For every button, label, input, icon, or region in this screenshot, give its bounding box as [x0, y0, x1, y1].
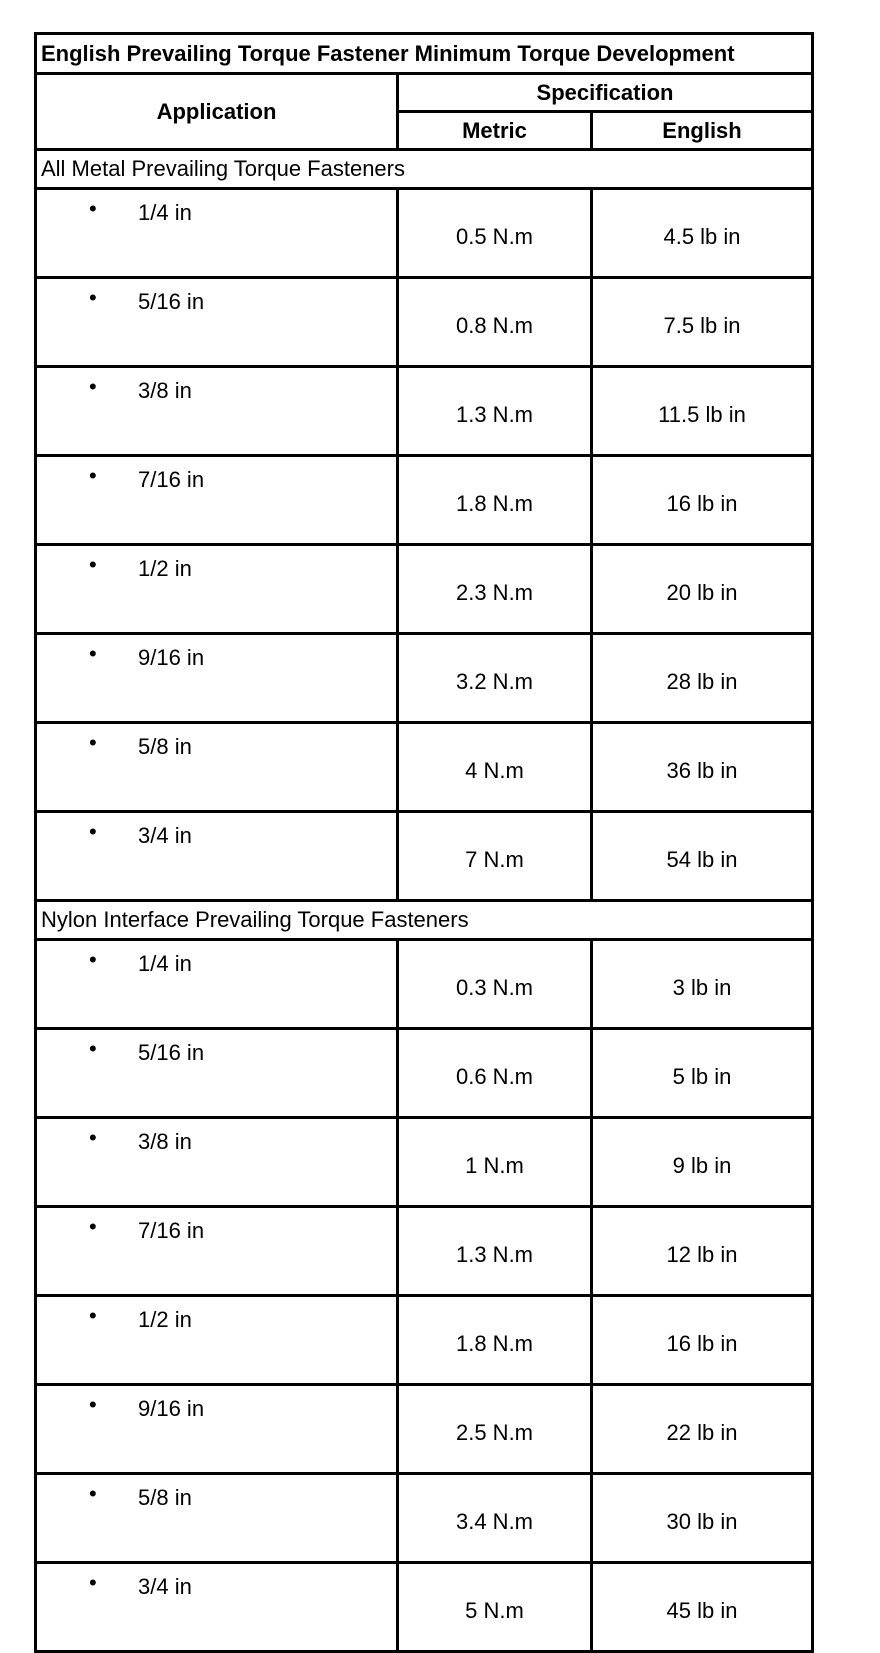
section-row [36, 901, 813, 940]
fastener-size: 5/8 in [138, 734, 192, 759]
english-value: 4.5 lb in [592, 189, 813, 278]
fastener-size-cell [36, 367, 398, 456]
bullet-icon: • [89, 947, 97, 972]
fastener-size-cell [36, 1385, 398, 1474]
fastener-size: 1/4 in [138, 200, 192, 225]
metric-value: 1.3 N.m [398, 367, 592, 456]
fastener-size: 7/16 in [138, 467, 205, 492]
fastener-size: 5/16 in [138, 289, 205, 314]
fastener-size: 5/8 in [138, 1485, 192, 1510]
fastener-size: 5/16 in [138, 1040, 205, 1065]
fastener-size-cell [36, 1029, 398, 1118]
specification-header: Specification [398, 74, 813, 112]
table-row [36, 189, 813, 278]
metric-value: 3.4 N.m [398, 1474, 592, 1563]
fastener-size-cell [36, 1563, 398, 1652]
fastener-size: 3/4 in [138, 823, 192, 848]
english-value: 16 lb in [592, 1296, 813, 1385]
fastener-size: 3/4 in [138, 1574, 192, 1599]
table-row [36, 545, 813, 634]
fastener-size-cell [36, 1207, 398, 1296]
fastener-size: 1/2 in [138, 556, 192, 581]
bullet-icon: • [89, 552, 97, 577]
metric-value: 1.3 N.m [398, 1207, 592, 1296]
english-value: 16 lb in [592, 456, 813, 545]
bullet-icon: • [89, 1570, 97, 1595]
table-row [36, 812, 813, 901]
bullet-icon: • [89, 1481, 97, 1506]
bullet-icon: • [89, 196, 97, 221]
section-heading: All Metal Prevailing Torque Fasteners [36, 150, 813, 189]
fastener-size-cell [36, 278, 398, 367]
bullet-icon: • [89, 819, 97, 844]
bullet-icon: • [89, 1392, 97, 1417]
table-row [36, 1296, 813, 1385]
english-value: 11.5 lb in [592, 367, 813, 456]
english-value: 22 lb in [592, 1385, 813, 1474]
metric-value: 0.3 N.m [398, 940, 592, 1029]
english-value: 54 lb in [592, 812, 813, 901]
english-value: 30 lb in [592, 1474, 813, 1563]
metric-value: 0.8 N.m [398, 278, 592, 367]
fastener-size: 3/8 in [138, 1129, 192, 1154]
fastener-size-cell [36, 940, 398, 1029]
fastener-size-cell [36, 1296, 398, 1385]
fastener-size-cell [36, 634, 398, 723]
section-row [36, 150, 813, 189]
fastener-size-cell [36, 1474, 398, 1563]
fastener-size: 3/8 in [138, 378, 192, 403]
english-value: 9 lb in [592, 1118, 813, 1207]
metric-value: 1.8 N.m [398, 1296, 592, 1385]
bullet-icon: • [89, 1125, 97, 1150]
fastener-size-cell [36, 1118, 398, 1207]
table-row [36, 1385, 813, 1474]
english-value: 28 lb in [592, 634, 813, 723]
english-value: 20 lb in [592, 545, 813, 634]
torque-spec-table [34, 32, 814, 1653]
bullet-icon: • [89, 730, 97, 755]
bullet-icon: • [89, 463, 97, 488]
fastener-size: 9/16 in [138, 1396, 205, 1421]
english-value: 12 lb in [592, 1207, 813, 1296]
table-row [36, 1563, 813, 1652]
fastener-size: 1/4 in [138, 951, 192, 976]
metric-value: 0.6 N.m [398, 1029, 592, 1118]
metric-value: 4 N.m [398, 723, 592, 812]
bullet-icon: • [89, 374, 97, 399]
fastener-size-cell [36, 189, 398, 278]
fastener-size-cell [36, 456, 398, 545]
metric-value: 5 N.m [398, 1563, 592, 1652]
table-row [36, 278, 813, 367]
fastener-size: 9/16 in [138, 645, 205, 670]
table-row [36, 1474, 813, 1563]
english-value: 5 lb in [592, 1029, 813, 1118]
table-row [36, 1029, 813, 1118]
english-value: 36 lb in [592, 723, 813, 812]
table-row [36, 456, 813, 545]
metric-value: 1 N.m [398, 1118, 592, 1207]
fastener-size-cell [36, 545, 398, 634]
fastener-size-cell [36, 723, 398, 812]
metric-value: 1.8 N.m [398, 456, 592, 545]
section-heading: Nylon Interface Prevailing Torque Fasteners [36, 901, 813, 940]
metric-value: 7 N.m [398, 812, 592, 901]
english-value: 3 lb in [592, 940, 813, 1029]
application-header: Application [36, 74, 398, 150]
metric-value: 3.2 N.m [398, 634, 592, 723]
metric-value: 2.3 N.m [398, 545, 592, 634]
fastener-size: 7/16 in [138, 1218, 205, 1243]
table-row [36, 634, 813, 723]
table-row [36, 723, 813, 812]
bullet-icon: • [89, 1036, 97, 1061]
english-value: 7.5 lb in [592, 278, 813, 367]
table-row [36, 940, 813, 1029]
bullet-icon: • [89, 641, 97, 666]
table-row [36, 367, 813, 456]
table-row [36, 1118, 813, 1207]
fastener-size-cell [36, 812, 398, 901]
bullet-icon: • [89, 1214, 97, 1239]
table-title: English Prevailing Torque Fastener Minimum Torque Development [36, 34, 813, 74]
metric-header: Metric [398, 112, 592, 150]
metric-value: 2.5 N.m [398, 1385, 592, 1474]
table-row [36, 1207, 813, 1296]
bullet-icon: • [89, 1303, 97, 1328]
english-header: English [592, 112, 813, 150]
metric-value: 0.5 N.m [398, 189, 592, 278]
english-value: 45 lb in [592, 1563, 813, 1652]
fastener-size: 1/2 in [138, 1307, 192, 1332]
table-body [36, 150, 813, 1652]
bullet-icon: • [89, 285, 97, 310]
